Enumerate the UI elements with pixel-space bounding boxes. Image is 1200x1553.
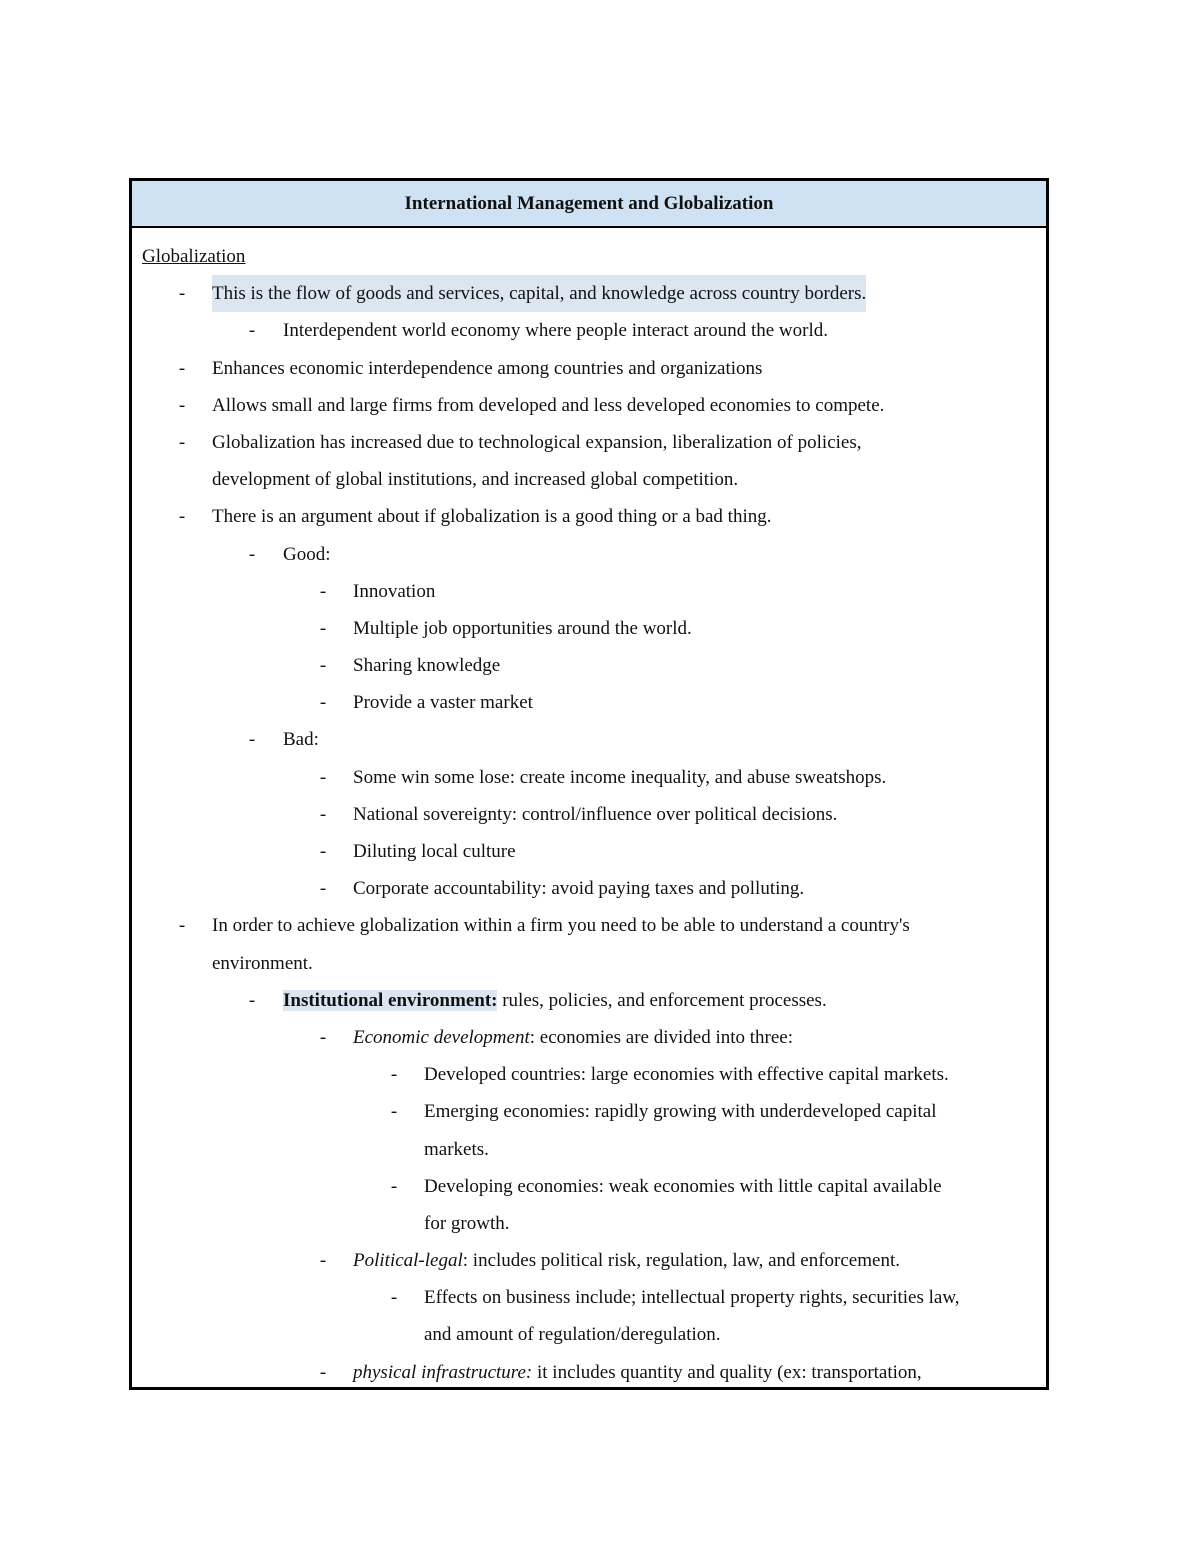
list-item <box>132 1019 1046 1056</box>
list-item <box>132 1168 1046 1205</box>
term-definition: : economies are divided into three: <box>529 1026 794 1048</box>
bullet-dash: - <box>248 543 256 565</box>
bullet-dash: - <box>319 1026 327 1048</box>
term-definition: rules, policies, and enforcement processes. <box>497 989 827 1011</box>
italic-term: physical infrastructure: <box>353 1361 533 1383</box>
bullet-dash: - <box>178 357 186 379</box>
bullet-dash: - <box>319 766 327 788</box>
italic-term: Political-legal <box>353 1250 463 1272</box>
list-item <box>132 1242 1046 1279</box>
list-item <box>132 796 1046 833</box>
list-item-continuation <box>132 1131 1046 1168</box>
bullet-dash: - <box>390 1175 398 1197</box>
item-text: Some win some lose: create income inequality, and abuse sweatshops. <box>353 766 887 788</box>
bullet-dash: - <box>319 580 327 602</box>
item-text: Emerging economies: rapidly growing with underdeveloped capital <box>424 1101 937 1123</box>
item-text <box>353 1242 900 1279</box>
item-text: Allows small and large firms from developed and less developed economies to compete. <box>212 394 885 416</box>
item-text: development of global institutions, and increased global competition. <box>212 469 739 491</box>
item-text: Effects on business include; intellectual property rights, securities law, <box>424 1287 960 1309</box>
item-text: and amount of regulation/deregulation. <box>424 1324 721 1346</box>
item-text: There is an argument about if globalization is a good thing or a bad thing. <box>212 506 772 528</box>
table-title: International Management and Globalization <box>132 181 1046 228</box>
item-text: Developed countries: large economies with effective capital markets. <box>424 1064 949 1086</box>
list-item <box>132 1056 1046 1093</box>
italic-term: Economic development <box>353 1026 530 1048</box>
list-item <box>132 610 1046 647</box>
list-item <box>132 870 1046 907</box>
list-item-continuation <box>132 1205 1046 1242</box>
list-item <box>132 424 1046 461</box>
list-item <box>132 312 1046 349</box>
bold-term: Institutional environment: <box>283 989 498 1011</box>
item-text: Multiple job opportunities around the world. <box>353 617 692 639</box>
item-text: Enhances economic interdependence among countries and organizations <box>212 357 763 379</box>
bullet-dash: - <box>319 617 327 639</box>
bullet-dash: - <box>178 394 186 416</box>
list-item <box>132 387 1046 424</box>
table-content <box>132 228 1046 1390</box>
item-text: Good: <box>283 543 331 565</box>
list-item <box>132 1093 1046 1130</box>
section-heading: Globalization <box>142 246 246 267</box>
item-text: Developing economies: weak economies with little capital available <box>424 1175 942 1197</box>
term-definition: : includes political risk, regulation, law, and enforcement. <box>462 1250 900 1272</box>
item-text: for growth. <box>424 1212 510 1234</box>
list-item <box>132 982 1046 1019</box>
item-text: Bad: <box>283 729 319 751</box>
item-text: Corporate accountability: avoid paying taxes and polluting. <box>353 878 805 900</box>
bullet-dash: - <box>178 283 186 305</box>
term-definition: it includes quantity and quality (ex: transportation, <box>532 1361 922 1383</box>
item-text: Interdependent world economy where people interact around the world. <box>283 320 828 342</box>
item-text: Diluting local culture <box>353 841 516 862</box>
bullet-dash: - <box>319 841 327 862</box>
list-item <box>132 350 1046 387</box>
notes-table <box>129 178 1049 1390</box>
list-item <box>132 1354 1046 1390</box>
item-text <box>353 1354 922 1390</box>
item-text: Provide a vaster market <box>353 692 533 714</box>
bullet-dash: - <box>248 729 256 751</box>
list-item <box>132 1279 1046 1316</box>
bullet-dash: - <box>178 431 186 453</box>
bullet-dash: - <box>390 1287 398 1309</box>
item-text: Innovation <box>353 580 436 602</box>
list-item <box>132 833 1046 870</box>
bullet-dash: - <box>319 803 327 825</box>
item-text: In order to achieve globalization within a firm you need to be able to understand a country's <box>212 915 910 937</box>
bullet-dash: - <box>319 1250 327 1272</box>
item-text: National sovereignty: control/influence over political decisions. <box>353 803 838 825</box>
bullet-dash: - <box>319 655 327 677</box>
bullet-dash: - <box>319 878 327 900</box>
item-text: environment. <box>212 952 313 974</box>
list-item <box>132 721 1046 758</box>
bullet-dash: - <box>390 1101 398 1123</box>
item-text: Globalization has increased due to technological expansion, liberalization of policies, <box>212 431 862 453</box>
highlighted-text: This is the flow of goods and services, capital, and knowledge across country borders. <box>212 275 866 312</box>
list-item <box>132 498 1046 535</box>
list-item <box>132 684 1046 721</box>
bullet-dash: - <box>248 989 256 1011</box>
bullet-dash: - <box>178 506 186 528</box>
item-text <box>353 1019 793 1056</box>
list-item <box>132 759 1046 796</box>
bullet-dash: - <box>178 915 186 937</box>
bullet-dash: - <box>319 1361 327 1383</box>
bullet-dash: - <box>319 692 327 714</box>
list-item <box>132 536 1046 573</box>
list-item-continuation <box>132 1316 1046 1353</box>
item-text: Sharing knowledge <box>353 655 501 677</box>
bullet-dash: - <box>248 320 256 342</box>
item-text <box>283 982 827 1019</box>
list-item-continuation <box>132 945 1046 982</box>
list-item <box>132 647 1046 684</box>
list-item <box>132 275 1046 312</box>
list-item-continuation <box>132 461 1046 498</box>
bullet-dash: - <box>390 1064 398 1086</box>
list-item <box>132 573 1046 610</box>
item-text: markets. <box>424 1138 489 1160</box>
list-item <box>132 907 1046 944</box>
